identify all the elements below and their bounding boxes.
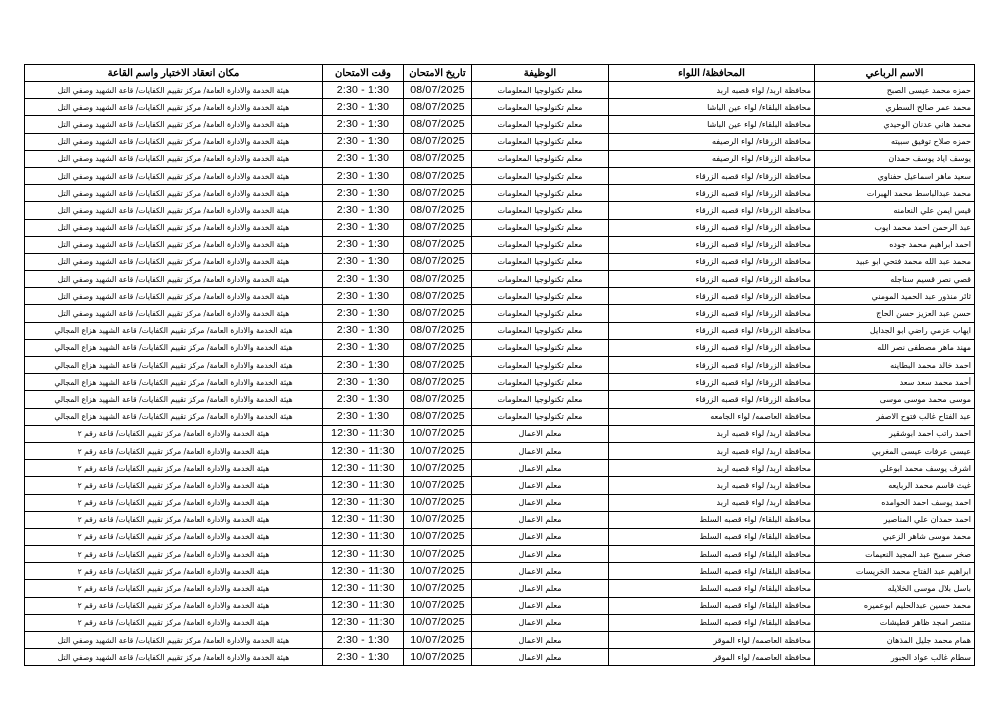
cell-name: محمد عمر صالح السطري bbox=[815, 99, 975, 116]
exam-schedule-sheet bbox=[24, 64, 974, 666]
cell-governorate: محافظة الزرقاء/ لواء قصبه الزرقاء bbox=[609, 236, 815, 253]
cell-date: 10/07/2025 bbox=[404, 597, 472, 614]
cell-date: 10/07/2025 bbox=[404, 614, 472, 631]
cell-job: معلم تكنولوجيا المعلومات bbox=[472, 185, 609, 202]
cell-name: محمد هاني عدنان الوحيدي bbox=[815, 116, 975, 133]
cell-name: موسى محمد موسى موسى bbox=[815, 391, 975, 408]
header-name: الاسم الرباعي bbox=[815, 65, 975, 82]
cell-job: معلم تكنولوجيا المعلومات bbox=[472, 357, 609, 374]
cell-venue: هيئة الخدمة والادارة العامة/ مركز تقييم الكفايات/ قاعة رقم ٢ bbox=[25, 563, 323, 580]
cell-name: منتصر امجد ظاهر قطيشات bbox=[815, 614, 975, 631]
cell-name: عيسى عرفات عيسى المغربي bbox=[815, 442, 975, 459]
cell-governorate: محافظة اربد/ لواء قصبه اربد bbox=[609, 442, 815, 459]
cell-job: معلم الاعمال bbox=[472, 494, 609, 511]
cell-name: سطام غالب عواد الجبور bbox=[815, 649, 975, 666]
cell-governorate: محافظة البلقاء/ لواء قصبه السلط bbox=[609, 597, 815, 614]
table-row bbox=[25, 82, 975, 99]
cell-venue: هيئة الخدمة والادارة العامة/ مركز تقييم الكفايات/ قاعة الشهيد وصفي التل bbox=[25, 271, 323, 288]
header-date: تاريخ الامتحان bbox=[404, 65, 472, 82]
cell-governorate: محافظة الزرقاء/ لواء الرصيفه bbox=[609, 133, 815, 150]
cell-job: معلم الاعمال bbox=[472, 546, 609, 563]
cell-time: 12:30 - 11:30 bbox=[323, 597, 404, 614]
cell-date: 08/07/2025 bbox=[404, 253, 472, 270]
cell-time: 2:30 - 1:30 bbox=[323, 288, 404, 305]
cell-venue: هيئة الخدمة والادارة العامة/ مركز تقييم الكفايات/ قاعة الشهيد هزاع المجالي bbox=[25, 322, 323, 339]
cell-job: معلم تكنولوجيا المعلومات bbox=[472, 99, 609, 116]
cell-name: مهند ماهر مصطفى نصر الله bbox=[815, 339, 975, 356]
cell-time: 12:30 - 11:30 bbox=[323, 528, 404, 545]
cell-venue: هيئة الخدمة والادارة العامة/ مركز تقييم الكفايات/ قاعة الشهيد وصفي التل bbox=[25, 150, 323, 167]
cell-name: سعيد ماهر اسماعيل حفناوي bbox=[815, 167, 975, 184]
cell-time: 2:30 - 1:30 bbox=[323, 150, 404, 167]
cell-venue: هيئة الخدمة والادارة العامة/ مركز تقييم الكفايات/ قاعة الشهيد هزاع المجالي bbox=[25, 391, 323, 408]
cell-date: 10/07/2025 bbox=[404, 460, 472, 477]
cell-date: 10/07/2025 bbox=[404, 563, 472, 580]
cell-governorate: محافظة الزرقاء/ لواء قصبه الزرقاء bbox=[609, 322, 815, 339]
cell-job: معلم تكنولوجيا المعلومات bbox=[472, 82, 609, 99]
cell-date: 08/07/2025 bbox=[404, 150, 472, 167]
cell-venue: هيئة الخدمة والادارة العامة/ مركز تقييم الكفايات/ قاعة الشهيد وصفي التل bbox=[25, 167, 323, 184]
cell-name: حسن عبد العزيز حسن الحاج bbox=[815, 305, 975, 322]
cell-time: 2:30 - 1:30 bbox=[323, 219, 404, 236]
cell-date: 08/07/2025 bbox=[404, 99, 472, 116]
table-row bbox=[25, 597, 975, 614]
cell-date: 10/07/2025 bbox=[404, 477, 472, 494]
cell-time: 12:30 - 11:30 bbox=[323, 494, 404, 511]
cell-name: احمد خالد محمد البطاينه bbox=[815, 357, 975, 374]
table-row bbox=[25, 614, 975, 631]
cell-venue: هيئة الخدمة والادارة العامة/ مركز تقييم الكفايات/ قاعة الشهيد هزاع المجالي bbox=[25, 408, 323, 425]
cell-time: 12:30 - 11:30 bbox=[323, 460, 404, 477]
cell-time: 12:30 - 11:30 bbox=[323, 511, 404, 528]
cell-time: 2:30 - 1:30 bbox=[323, 202, 404, 219]
cell-governorate: محافظة العاصمه/ لواء الموقر bbox=[609, 632, 815, 649]
cell-date: 10/07/2025 bbox=[404, 528, 472, 545]
cell-job: معلم تكنولوجيا المعلومات bbox=[472, 202, 609, 219]
cell-governorate: محافظة الزرقاء/ لواء قصبه الزرقاء bbox=[609, 391, 815, 408]
table-row bbox=[25, 425, 975, 442]
cell-venue: هيئة الخدمة والادارة العامة/ مركز تقييم الكفايات/ قاعة الشهيد هزاع المجالي bbox=[25, 339, 323, 356]
cell-date: 10/07/2025 bbox=[404, 442, 472, 459]
cell-venue: هيئة الخدمة والادارة العامة/ مركز تقييم الكفايات/ قاعة الشهيد وصفي التل bbox=[25, 236, 323, 253]
cell-name: محمد حسين عبدالحليم ابوعميره bbox=[815, 597, 975, 614]
cell-venue: هيئة الخدمة والادارة العامة/ مركز تقييم الكفايات/ قاعة رقم ٢ bbox=[25, 580, 323, 597]
cell-date: 08/07/2025 bbox=[404, 82, 472, 99]
table-row bbox=[25, 460, 975, 477]
cell-governorate: محافظة البلقاء/ لواء قصبه السلط bbox=[609, 563, 815, 580]
cell-job: معلم الاعمال bbox=[472, 649, 609, 666]
cell-venue: هيئة الخدمة والادارة العامة/ مركز تقييم الكفايات/ قاعة رقم ٢ bbox=[25, 460, 323, 477]
cell-time: 12:30 - 11:30 bbox=[323, 442, 404, 459]
cell-name: احمد يوسف احمد الحوامده bbox=[815, 494, 975, 511]
cell-governorate: محافظة الزرقاء/ لواء قصبه الزرقاء bbox=[609, 185, 815, 202]
cell-job: معلم تكنولوجيا المعلومات bbox=[472, 391, 609, 408]
cell-time: 12:30 - 11:30 bbox=[323, 477, 404, 494]
table-row bbox=[25, 649, 975, 666]
cell-name: عبد الرحمن احمد محمد ايوب bbox=[815, 219, 975, 236]
cell-date: 08/07/2025 bbox=[404, 339, 472, 356]
cell-date: 08/07/2025 bbox=[404, 133, 472, 150]
cell-venue: هيئة الخدمة والادارة العامة/ مركز تقييم الكفايات/ قاعة رقم ٢ bbox=[25, 546, 323, 563]
table-row bbox=[25, 494, 975, 511]
cell-date: 08/07/2025 bbox=[404, 202, 472, 219]
cell-job: معلم الاعمال bbox=[472, 614, 609, 631]
table-row bbox=[25, 511, 975, 528]
cell-time: 2:30 - 1:30 bbox=[323, 391, 404, 408]
cell-job: معلم تكنولوجيا المعلومات bbox=[472, 253, 609, 270]
cell-job: معلم الاعمال bbox=[472, 580, 609, 597]
table-row bbox=[25, 271, 975, 288]
cell-venue: هيئة الخدمة والادارة العامة/ مركز تقييم الكفايات/ قاعة الشهيد وصفي التل bbox=[25, 288, 323, 305]
cell-venue: هيئة الخدمة والادارة العامة/ مركز تقييم الكفايات/ قاعة الشهيد وصفي التل bbox=[25, 185, 323, 202]
cell-governorate: محافظة الزرقاء/ لواء قصبه الزرقاء bbox=[609, 305, 815, 322]
table-row bbox=[25, 167, 975, 184]
cell-job: معلم تكنولوجيا المعلومات bbox=[472, 271, 609, 288]
cell-job: معلم تكنولوجيا المعلومات bbox=[472, 116, 609, 133]
cell-governorate: محافظة البلقاء/ لواء قصبه السلط bbox=[609, 614, 815, 631]
cell-name: باسل بلال موسى الخلايله bbox=[815, 580, 975, 597]
cell-time: 2:30 - 1:30 bbox=[323, 271, 404, 288]
cell-governorate: محافظة البلقاء/ لواء قصبه السلط bbox=[609, 511, 815, 528]
cell-time: 2:30 - 1:30 bbox=[323, 185, 404, 202]
cell-name: احمد راتب احمد ابوشقير bbox=[815, 425, 975, 442]
table-row bbox=[25, 632, 975, 649]
cell-time: 2:30 - 1:30 bbox=[323, 357, 404, 374]
cell-venue: هيئة الخدمة والادارة العامة/ مركز تقييم الكفايات/ قاعة الشهيد وصفي التل bbox=[25, 649, 323, 666]
cell-venue: هيئة الخدمة والادارة العامة/ مركز تقييم الكفايات/ قاعة رقم ٢ bbox=[25, 494, 323, 511]
cell-venue: هيئة الخدمة والادارة العامة/ مركز تقييم الكفايات/ قاعة الشهيد وصفي التل bbox=[25, 632, 323, 649]
cell-governorate: محافظة الزرقاء/ لواء قصبه الزرقاء bbox=[609, 253, 815, 270]
cell-name: احمد حمدان علي المناصير bbox=[815, 511, 975, 528]
cell-governorate: محافظة الزرقاء/ لواء قصبه الزرقاء bbox=[609, 374, 815, 391]
table-row bbox=[25, 219, 975, 236]
cell-venue: هيئة الخدمة والادارة العامة/ مركز تقييم الكفايات/ قاعة رقم ٢ bbox=[25, 528, 323, 545]
cell-time: 2:30 - 1:30 bbox=[323, 99, 404, 116]
cell-job: معلم تكنولوجيا المعلومات bbox=[472, 219, 609, 236]
cell-time: 2:30 - 1:30 bbox=[323, 253, 404, 270]
cell-job: معلم تكنولوجيا المعلومات bbox=[472, 236, 609, 253]
table-row bbox=[25, 253, 975, 270]
cell-name: محمد عبد الله محمد فتحي ابو عبيد bbox=[815, 253, 975, 270]
cell-job: معلم تكنولوجيا المعلومات bbox=[472, 339, 609, 356]
cell-venue: هيئة الخدمة والادارة العامة/ مركز تقييم الكفايات/ قاعة الشهيد وصفي التل bbox=[25, 202, 323, 219]
cell-date: 08/07/2025 bbox=[404, 374, 472, 391]
cell-governorate: محافظة اربد/ لواء قصبه اربد bbox=[609, 425, 815, 442]
cell-time: 2:30 - 1:30 bbox=[323, 408, 404, 425]
table-row bbox=[25, 477, 975, 494]
table-row bbox=[25, 546, 975, 563]
cell-job: معلم الاعمال bbox=[472, 563, 609, 580]
cell-time: 12:30 - 11:30 bbox=[323, 546, 404, 563]
cell-job: معلم تكنولوجيا المعلومات bbox=[472, 133, 609, 150]
cell-name: حمزه محمد عيسى الصبح bbox=[815, 82, 975, 99]
cell-job: معلم الاعمال bbox=[472, 528, 609, 545]
cell-time: 12:30 - 11:30 bbox=[323, 614, 404, 631]
cell-job: معلم الاعمال bbox=[472, 460, 609, 477]
cell-job: معلم تكنولوجيا المعلومات bbox=[472, 408, 609, 425]
cell-time: 2:30 - 1:30 bbox=[323, 339, 404, 356]
cell-date: 08/07/2025 bbox=[404, 185, 472, 202]
cell-name: اشرف يوسف محمد ابوعلي bbox=[815, 460, 975, 477]
cell-venue: هيئة الخدمة والادارة العامة/ مركز تقييم الكفايات/ قاعة رقم ٢ bbox=[25, 511, 323, 528]
cell-name: قيس ايمن علي النعامنه bbox=[815, 202, 975, 219]
cell-time: 12:30 - 11:30 bbox=[323, 425, 404, 442]
cell-time: 2:30 - 1:30 bbox=[323, 133, 404, 150]
cell-governorate: محافظة البلقاء/ لواء عين الباشا bbox=[609, 116, 815, 133]
cell-job: معلم الاعمال bbox=[472, 597, 609, 614]
cell-governorate: محافظة الزرقاء/ لواء قصبه الزرقاء bbox=[609, 357, 815, 374]
cell-governorate: محافظة الزرقاء/ لواء قصبه الزرقاء bbox=[609, 288, 815, 305]
cell-date: 08/07/2025 bbox=[404, 408, 472, 425]
cell-venue: هيئة الخدمة والادارة العامة/ مركز تقييم الكفايات/ قاعة الشهيد وصفي التل bbox=[25, 82, 323, 99]
table-row bbox=[25, 133, 975, 150]
cell-job: معلم تكنولوجيا المعلومات bbox=[472, 150, 609, 167]
cell-time: 12:30 - 11:30 bbox=[323, 580, 404, 597]
cell-governorate: محافظة اربد/ لواء قصبه اربد bbox=[609, 82, 815, 99]
cell-time: 2:30 - 1:30 bbox=[323, 236, 404, 253]
cell-date: 10/07/2025 bbox=[404, 632, 472, 649]
table-row bbox=[25, 185, 975, 202]
cell-name: عبد الفتاح غالب فتوح الاصفر bbox=[815, 408, 975, 425]
header-time: وقت الامتحان bbox=[323, 65, 404, 82]
cell-governorate: محافظة الزرقاء/ لواء قصبه الزرقاء bbox=[609, 219, 815, 236]
cell-date: 08/07/2025 bbox=[404, 288, 472, 305]
cell-venue: هيئة الخدمة والادارة العامة/ مركز تقييم الكفايات/ قاعة الشهيد وصفي التل bbox=[25, 305, 323, 322]
cell-date: 08/07/2025 bbox=[404, 271, 472, 288]
cell-governorate: محافظة البلقاء/ لواء عين الباشا bbox=[609, 99, 815, 116]
cell-venue: هيئة الخدمة والادارة العامة/ مركز تقييم الكفايات/ قاعة رقم ٢ bbox=[25, 425, 323, 442]
table-row bbox=[25, 305, 975, 322]
cell-governorate: محافظة البلقاء/ لواء قصبه السلط bbox=[609, 528, 815, 545]
cell-time: 2:30 - 1:30 bbox=[323, 305, 404, 322]
cell-date: 10/07/2025 bbox=[404, 580, 472, 597]
cell-venue: هيئة الخدمة والادارة العامة/ مركز تقييم الكفايات/ قاعة الشهيد هزاع المجالي bbox=[25, 374, 323, 391]
cell-venue: هيئة الخدمة والادارة العامة/ مركز تقييم الكفايات/ قاعة رقم ٢ bbox=[25, 477, 323, 494]
cell-venue: هيئة الخدمة والادارة العامة/ مركز تقييم الكفايات/ قاعة الشهيد وصفي التل bbox=[25, 253, 323, 270]
cell-name: قصي نصر قسيم سناجله bbox=[815, 271, 975, 288]
cell-venue: هيئة الخدمة والادارة العامة/ مركز تقييم الكفايات/ قاعة رقم ٢ bbox=[25, 614, 323, 631]
cell-venue: هيئة الخدمة والادارة العامة/ مركز تقييم الكفايات/ قاعة رقم ٢ bbox=[25, 442, 323, 459]
cell-governorate: محافظة العاصمه/ لواء الموقر bbox=[609, 649, 815, 666]
cell-date: 08/07/2025 bbox=[404, 391, 472, 408]
cell-time: 2:30 - 1:30 bbox=[323, 82, 404, 99]
cell-time: 12:30 - 11:30 bbox=[323, 563, 404, 580]
cell-venue: هيئة الخدمة والادارة العامة/ مركز تقييم الكفايات/ قاعة الشهيد وصفي التل bbox=[25, 116, 323, 133]
cell-venue: هيئة الخدمة والادارة العامة/ مركز تقييم الكفايات/ قاعة الشهيد وصفي التل bbox=[25, 133, 323, 150]
table-row bbox=[25, 202, 975, 219]
table-row bbox=[25, 442, 975, 459]
cell-time: 2:30 - 1:30 bbox=[323, 167, 404, 184]
cell-job: معلم تكنولوجيا المعلومات bbox=[472, 322, 609, 339]
cell-name: ايهاب عزمي راضي ابو الجدايل bbox=[815, 322, 975, 339]
header-venue: مكان انعقاد الاختبار واسم القاعة bbox=[25, 65, 323, 82]
cell-date: 10/07/2025 bbox=[404, 494, 472, 511]
cell-date: 08/07/2025 bbox=[404, 322, 472, 339]
cell-name: محمد موسى شاهر الزعبي bbox=[815, 528, 975, 545]
table-row bbox=[25, 528, 975, 545]
cell-name: صخر سميح عبد المجيد النعيمات bbox=[815, 546, 975, 563]
cell-job: معلم الاعمال bbox=[472, 511, 609, 528]
cell-name: محمد عبدالباسط محمد الهبرات bbox=[815, 185, 975, 202]
cell-job: معلم تكنولوجيا المعلومات bbox=[472, 167, 609, 184]
cell-time: 2:30 - 1:30 bbox=[323, 632, 404, 649]
cell-job: معلم تكنولوجيا المعلومات bbox=[472, 374, 609, 391]
cell-name: احمد ابراهيم محمد جوده bbox=[815, 236, 975, 253]
cell-name: ثائر منذور عبد الحميد المومني bbox=[815, 288, 975, 305]
cell-venue: هيئة الخدمة والادارة العامة/ مركز تقييم الكفايات/ قاعة رقم ٢ bbox=[25, 597, 323, 614]
cell-time: 2:30 - 1:30 bbox=[323, 116, 404, 133]
table-row bbox=[25, 99, 975, 116]
table-row bbox=[25, 580, 975, 597]
cell-time: 2:30 - 1:30 bbox=[323, 649, 404, 666]
cell-venue: هيئة الخدمة والادارة العامة/ مركز تقييم الكفايات/ قاعة الشهيد هزاع المجالي bbox=[25, 357, 323, 374]
cell-governorate: محافظة الزرقاء/ لواء قصبه الزرقاء bbox=[609, 202, 815, 219]
cell-date: 08/07/2025 bbox=[404, 236, 472, 253]
table-row bbox=[25, 563, 975, 580]
table-row bbox=[25, 116, 975, 133]
cell-date: 10/07/2025 bbox=[404, 425, 472, 442]
cell-job: معلم تكنولوجيا المعلومات bbox=[472, 305, 609, 322]
cell-date: 08/07/2025 bbox=[404, 357, 472, 374]
table-row bbox=[25, 150, 975, 167]
table-body bbox=[25, 82, 975, 666]
cell-date: 08/07/2025 bbox=[404, 219, 472, 236]
cell-governorate: محافظة الزرقاء/ لواء قصبه الزرقاء bbox=[609, 271, 815, 288]
cell-date: 08/07/2025 bbox=[404, 167, 472, 184]
cell-governorate: محافظة الزرقاء/ لواء الرصيفه bbox=[609, 150, 815, 167]
cell-governorate: محافظة البلقاء/ لواء قصبه السلط bbox=[609, 546, 815, 563]
cell-governorate: محافظة اربد/ لواء قصبه اربد bbox=[609, 494, 815, 511]
cell-job: معلم الاعمال bbox=[472, 632, 609, 649]
cell-name: غيث قاسم محمد الربايعه bbox=[815, 477, 975, 494]
cell-governorate: محافظة اربد/ لواء قصبه اربد bbox=[609, 460, 815, 477]
cell-governorate: محافظة العاصمه/ لواء الجامعه bbox=[609, 408, 815, 425]
cell-date: 10/07/2025 bbox=[404, 511, 472, 528]
cell-date: 10/07/2025 bbox=[404, 546, 472, 563]
table-row bbox=[25, 374, 975, 391]
table-row bbox=[25, 236, 975, 253]
cell-venue: هيئة الخدمة والادارة العامة/ مركز تقييم الكفايات/ قاعة الشهيد وصفي التل bbox=[25, 99, 323, 116]
table-row bbox=[25, 288, 975, 305]
cell-name: أحمد محمد سعد سعد bbox=[815, 374, 975, 391]
cell-name: همام محمد جليل المذهان bbox=[815, 632, 975, 649]
table-header-row bbox=[25, 65, 975, 82]
cell-name: يوسف اياد يوسف حمدان bbox=[815, 150, 975, 167]
cell-date: 08/07/2025 bbox=[404, 116, 472, 133]
cell-name: ابراهيم عبد الفتاح محمد الخريسات bbox=[815, 563, 975, 580]
cell-time: 2:30 - 1:30 bbox=[323, 374, 404, 391]
table-row bbox=[25, 357, 975, 374]
header-job: الوظيفة bbox=[472, 65, 609, 82]
cell-governorate: محافظة الزرقاء/ لواء قصبه الزرقاء bbox=[609, 339, 815, 356]
header-governorate: المحافظة/ اللواء bbox=[609, 65, 815, 82]
cell-name: حمزه صلاح توفيق سبيته bbox=[815, 133, 975, 150]
cell-governorate: محافظة البلقاء/ لواء قصبه السلط bbox=[609, 580, 815, 597]
cell-job: معلم تكنولوجيا المعلومات bbox=[472, 288, 609, 305]
cell-date: 10/07/2025 bbox=[404, 649, 472, 666]
cell-governorate: محافظة اربد/ لواء قصبه اربد bbox=[609, 477, 815, 494]
table-row bbox=[25, 391, 975, 408]
exam-schedule-table bbox=[24, 64, 975, 666]
cell-time: 2:30 - 1:30 bbox=[323, 322, 404, 339]
cell-governorate: محافظة الزرقاء/ لواء قصبه الزرقاء bbox=[609, 167, 815, 184]
cell-job: معلم الاعمال bbox=[472, 477, 609, 494]
table-row bbox=[25, 322, 975, 339]
cell-date: 08/07/2025 bbox=[404, 305, 472, 322]
cell-venue: هيئة الخدمة والادارة العامة/ مركز تقييم الكفايات/ قاعة الشهيد وصفي التل bbox=[25, 219, 323, 236]
table-row bbox=[25, 339, 975, 356]
cell-job: معلم الاعمال bbox=[472, 425, 609, 442]
cell-job: معلم الاعمال bbox=[472, 442, 609, 459]
table-row bbox=[25, 408, 975, 425]
